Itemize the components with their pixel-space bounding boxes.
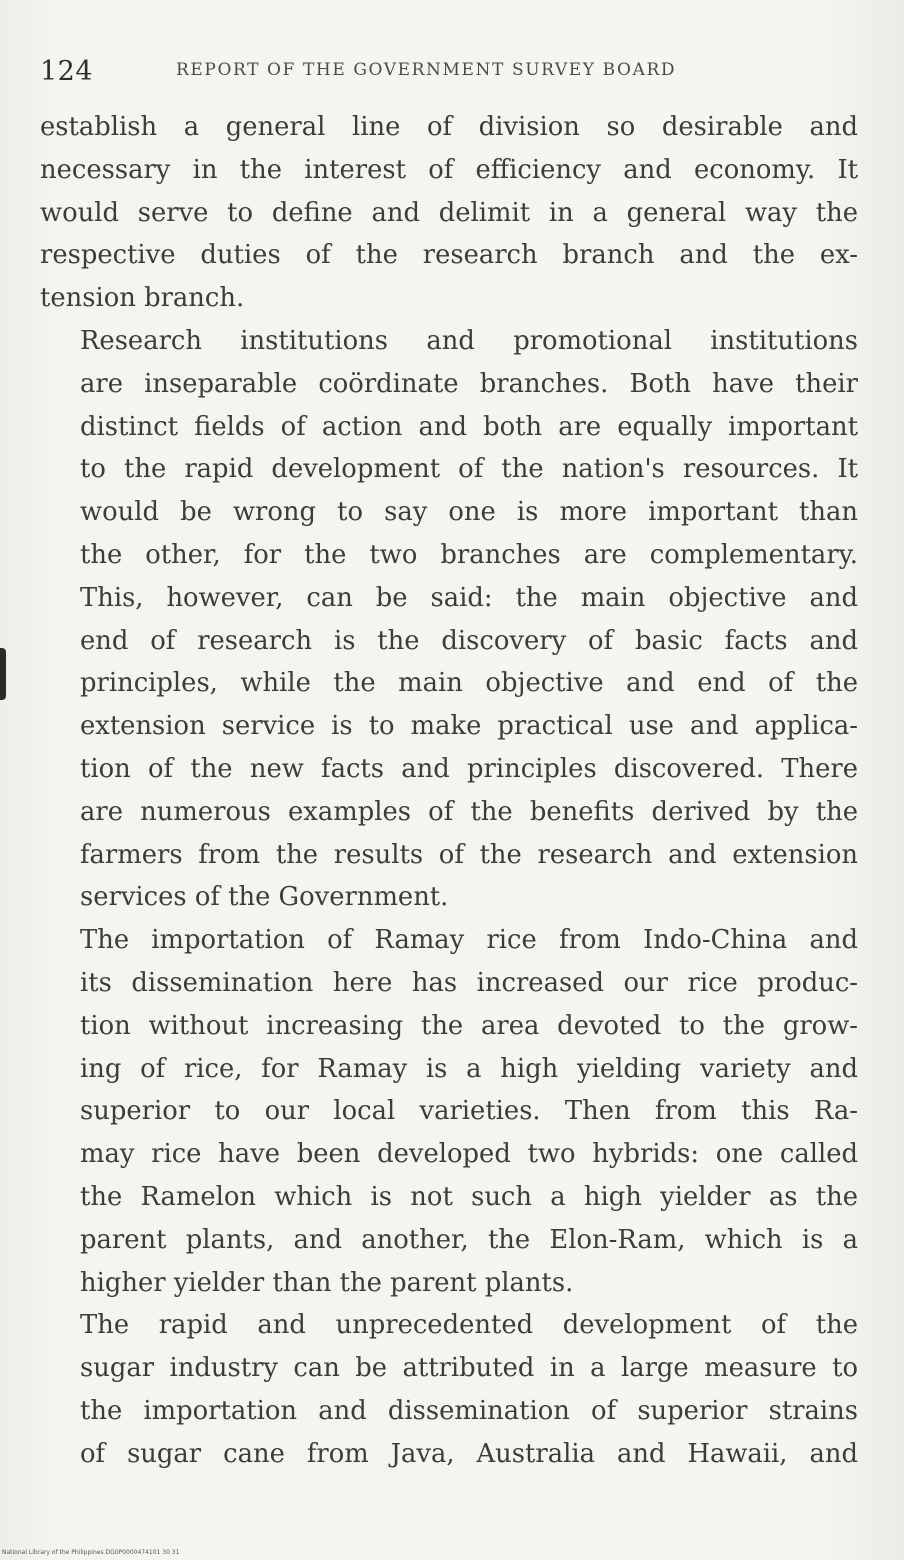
paragraph-1 — [40, 106, 858, 320]
text-line: the other, for the two branches are complementary. — [80, 539, 858, 570]
text-line: are inseparable coördinate branches. Both have their — [80, 368, 858, 399]
text-line: parent plants, and another, the Elon-Ram, which is a — [80, 1224, 858, 1255]
text-line: tension branch. — [40, 283, 245, 314]
text-line: the Ramelon which is not such a high yielder as the — [80, 1181, 858, 1212]
text-line: respective duties of the research branch and the ex- — [40, 240, 858, 271]
text-line: its dissemination here has increased our rice produc- — [80, 967, 858, 998]
text-line: end of research is the discovery of basic facts and — [80, 625, 858, 656]
text-line: farmers from the results of the research and extension — [80, 839, 858, 870]
text-line: would be wrong to say one is more important than — [80, 497, 858, 528]
text-line: establish a general line of division so desirable and — [40, 112, 858, 142]
page-number: 124 — [40, 56, 94, 87]
text-line: The rapid and unprecedented development of the — [80, 1310, 858, 1341]
body-text — [40, 106, 858, 1476]
text-line: sugar industry can be attributed in a large measure to — [80, 1353, 858, 1384]
text-line: may rice have been developed two hybrids: one called — [80, 1139, 858, 1170]
text-line: This, however, can be said: the main objective and — [80, 582, 858, 613]
paragraph-2 — [40, 320, 858, 919]
text-line: ing of rice, for Ramay is a high yielding variety and — [80, 1053, 858, 1084]
text-line: The importation of Ramay rice from Indo-China and — [80, 925, 858, 956]
page-header — [40, 52, 860, 92]
library-stamp: National Library of the Philippines DG0P0000474101 30 31 — [2, 1549, 180, 1556]
text-line: to the rapid development of the nation's resources. It — [80, 454, 858, 485]
running-head: REPORT OF THE GOVERNMENT SURVEY BOARD — [176, 60, 677, 80]
text-line: are numerous examples of the benefits derived by the — [80, 796, 858, 827]
text-line: extension service is to make practical use and applica- — [80, 711, 858, 742]
text-line: of sugar cane from Java, Australia and Hawaii, and — [80, 1438, 858, 1469]
binding-mark — [0, 648, 6, 700]
paragraph-3 — [40, 919, 858, 1304]
text-line: Research institutions and promotional institutions — [80, 325, 858, 356]
text-line: necessary in the interest of efficiency and economy. It — [40, 154, 858, 185]
text-line: distinct fields of action and both are equally important — [80, 411, 858, 442]
text-line: would serve to define and delimit in a general way the — [40, 197, 858, 228]
text-line: tion without increasing the area devoted to the grow- — [80, 1010, 858, 1041]
text-line: the importation and dissemination of superior strains — [80, 1395, 858, 1426]
text-line: principles, while the main objective and end of the — [80, 668, 858, 699]
text-line: services of the Government. — [80, 882, 449, 913]
paragraph-4 — [40, 1304, 858, 1475]
text-line: higher yielder than the parent plants. — [80, 1267, 574, 1298]
text-line: superior to our local varieties. Then from this Ra- — [80, 1096, 858, 1127]
text-line: tion of the new facts and principles discovered. There — [80, 753, 858, 784]
